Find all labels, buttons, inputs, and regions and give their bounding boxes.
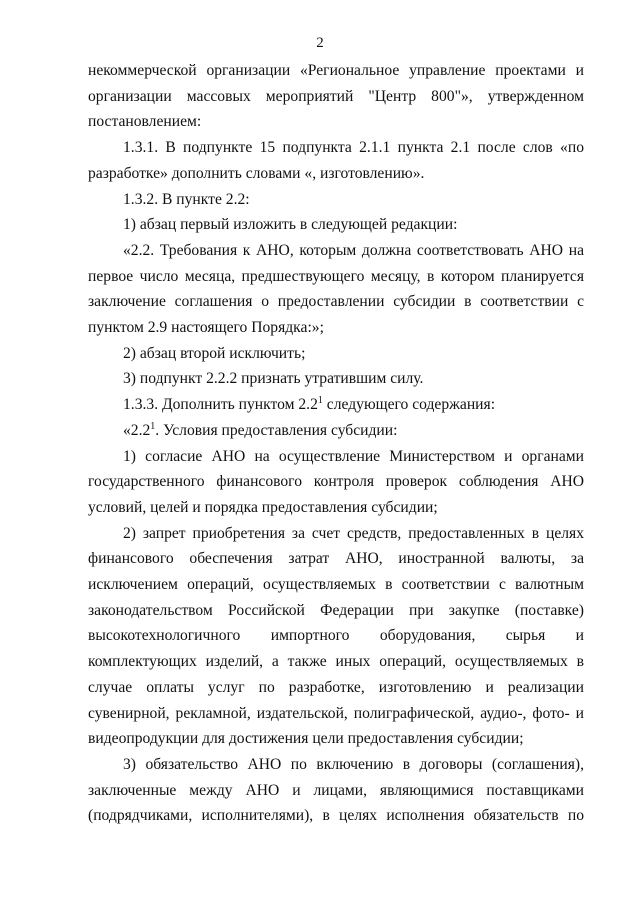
paragraph-condition-3: 3) обязательство АНО по включению в договоры (соглашения), заключенные между АНО и лицами, являющимися поставщиками (подрядчиками, исполнителями), в целях исполнения обязательств по (88, 755, 584, 825)
paragraph-item-1: 1) абзац первый изложить в следующей редакции: (123, 216, 458, 234)
paragraph-quoted-2-2: «2.2. Требования к АНО, которым должна соответствовать АНО на первое число месяца, предшествующего месяцу, в котором планируется заключение соглашения о предоставлении субсидии в соответствии с пунктом 2.9 настоящего Порядка:»; (88, 241, 584, 337)
page-number: 2 (316, 35, 324, 51)
paragraph-condition-1: 1) согласие АНО на осуществление Министерством и органами государственного финансового контроля проверок соблюдения АНО условий, целей и порядка предоставления субсидии; (88, 447, 584, 516)
superscript-mark: 1 (317, 394, 323, 406)
superscript-mark: 1 (150, 420, 156, 432)
paragraph-intro-continuation: некоммерческой организации «Региональное управление проектами и организации массовых мероприятий "Центр 800"», утвержденном постановлением: (88, 62, 584, 131)
document-body (88, 58, 584, 829)
paragraph-2-2-1-text-after: . Условия предоставления субсидии: (155, 421, 398, 439)
paragraph-2-2-1-text-before: «2.2 (123, 421, 151, 439)
paragraph-1-3-1: 1.3.1. В подпункте 15 подпункта 2.1.1 пункта 2.1 после слов «по разработке» дополнить словами «, изготовлению». (88, 139, 584, 182)
paragraph-1-3-3-text-before: 1.3.3. Дополнить пунктом 2.2 (123, 396, 318, 414)
paragraph-item-2: 2) абзац второй исключить; (123, 344, 306, 362)
paragraph-1-3-3 (88, 392, 584, 418)
paragraph-item-3: 3) подпункт 2.2.2 признать утратившим силу. (123, 370, 424, 388)
paragraph-quoted-2-2-1 (88, 418, 584, 444)
paragraph-1-3-2: 1.3.2. В пункте 2.2: (123, 190, 250, 208)
paragraph-1-3-3-text-after: следующего содержания: (322, 396, 496, 414)
paragraph-condition-2: 2) запрет приобретения за счет средств, предоставленных в целях финансового обеспечения затрат АНО, иностранной валюты, за исключением операций, осуществляемых в соответствии с валютным законодательством Российской Федерации при закупке (поставке) высокотехнологичного импортного оборудования, сырья и комплектующих изделий, а также иных операций, осуществляемых в случае оплаты услуг по разработке, изготовлению и реализации сувенирной, рекламной, издательской, полиграфической, аудио-, фото- и видеопродукции для достижения цели предоставления субсидии; (88, 524, 584, 748)
